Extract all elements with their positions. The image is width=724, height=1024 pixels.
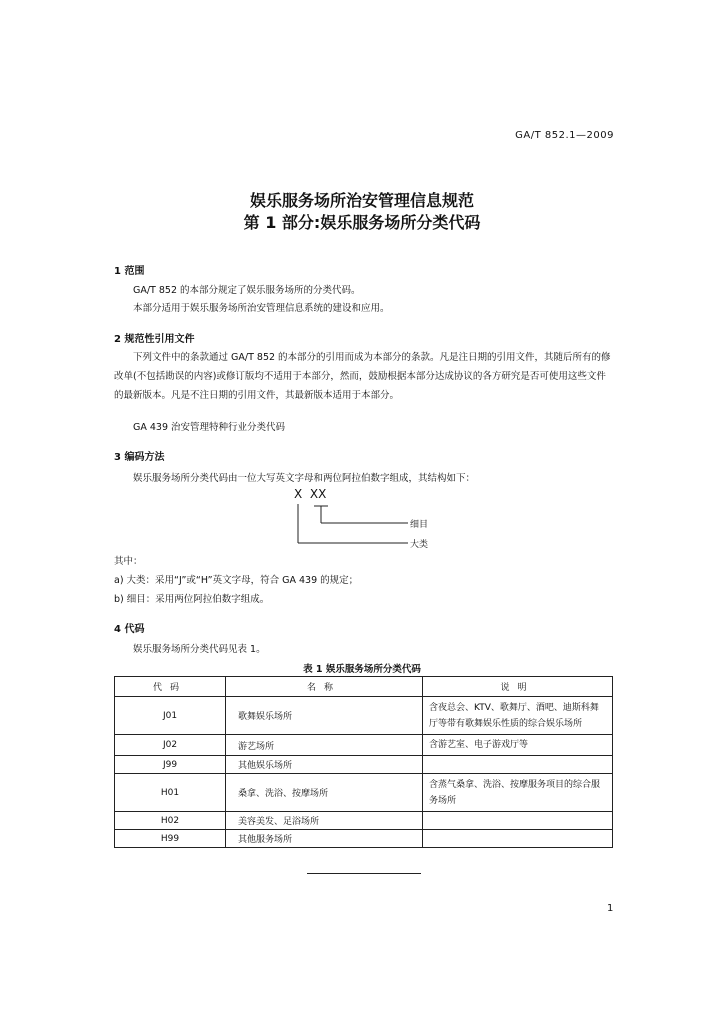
- section-1-para-1: GA/T 852 的本部分规定了娱乐服务场所的分类代码。: [133, 285, 361, 296]
- page-number: 1: [607, 903, 614, 914]
- section-3-item-a: a) 大类：采用“J”或“H”英文字母，符合 GA 439 的规定；: [114, 575, 359, 586]
- table-header-row: [115, 677, 613, 697]
- header-description: 说明: [423, 677, 613, 697]
- standard-number: GA/T 852.1—2009: [515, 130, 614, 141]
- code-structure-diagram: [290, 487, 450, 557]
- label-detail: 细目: [410, 520, 429, 530]
- cell-description: 含夜总会、KTV、歌舞厅、酒吧、迪斯科舞厅等带有歌舞娱乐性质的综合娱乐场所: [423, 697, 613, 735]
- cell-description: 含游艺室、电子游戏厅等: [423, 735, 613, 756]
- header-name: 名称: [226, 677, 423, 697]
- section-3-heading: 3 编码方法: [114, 452, 165, 463]
- cell-name: 其他服务场所: [226, 830, 423, 848]
- cell-description: 含蒸气桑拿、洗浴、按摩服务项目的综合服务场所: [423, 774, 613, 812]
- cell-name: 游艺场所: [226, 735, 423, 756]
- table-row: [115, 697, 613, 735]
- section-3-para-1: 娱乐服务场所分类代码由一位大写英文字母和两位阿拉伯数字组成，其结构如下：: [133, 473, 476, 484]
- cell-code: H99: [115, 830, 226, 848]
- cell-code: H02: [115, 812, 226, 830]
- cell-code: J99: [115, 756, 226, 774]
- section-2-heading: 2 规范性引用文件: [114, 334, 195, 345]
- cell-code: J02: [115, 735, 226, 756]
- cell-description: [423, 812, 613, 830]
- table-row: [115, 812, 613, 830]
- document-title: 娱乐服务场所治安管理信息规范: [249, 191, 474, 210]
- section-4-heading: 4 代码: [114, 624, 145, 635]
- cell-code: J01: [115, 697, 226, 735]
- classification-code-table: [114, 676, 613, 848]
- table-row: [115, 830, 613, 848]
- document-subtitle: 第 1 部分:娱乐服务场所分类代码: [243, 213, 481, 232]
- cell-name: 其他娱乐场所: [226, 756, 423, 774]
- label-major: 大类: [410, 540, 429, 550]
- cell-description: [423, 756, 613, 774]
- section-3-item-b: b) 细目：采用两位阿拉伯数字组成。: [114, 594, 270, 605]
- section-1-heading: 1 范围: [114, 266, 145, 277]
- section-3-where: 其中：: [114, 556, 143, 567]
- section-4-para-1: 娱乐服务场所分类代码见表 1。: [133, 644, 266, 655]
- code-symbol: X XX: [294, 487, 327, 501]
- cell-description: [423, 830, 613, 848]
- section-2-reference: GA 439 治安管理特种行业分类代码: [133, 422, 286, 433]
- table-row: [115, 774, 613, 812]
- section-2-para-1: 下列文件中的条款通过 GA/T 852 的本部分的引用而成为本部分的条款。凡是注日期的引用文件，其随后所有的修改单(不包括勘误的内容)或修订版均不适用于本部分，然而，鼓励根据本部分达成协议的各方研究是否可使用这些文件的最新版本。凡是不注日期的引用文件，其最新版本适用于本部分。: [114, 352, 611, 401]
- cell-name: 桑拿、洗浴、按摩场所: [226, 774, 423, 812]
- header-code: 代码: [115, 677, 226, 697]
- table-row: [115, 756, 613, 774]
- section-1-para-2: 本部分适用于娱乐服务场所治安管理信息系统的建设和应用。: [133, 303, 390, 314]
- table-row: [115, 735, 613, 756]
- cell-code: H01: [115, 774, 226, 812]
- end-divider: [307, 873, 421, 874]
- cell-name: 歌舞娱乐场所: [226, 697, 423, 735]
- cell-name: 美容美发、足浴场所: [226, 812, 423, 830]
- table-caption: 表 1 娱乐服务场所分类代码: [303, 664, 421, 675]
